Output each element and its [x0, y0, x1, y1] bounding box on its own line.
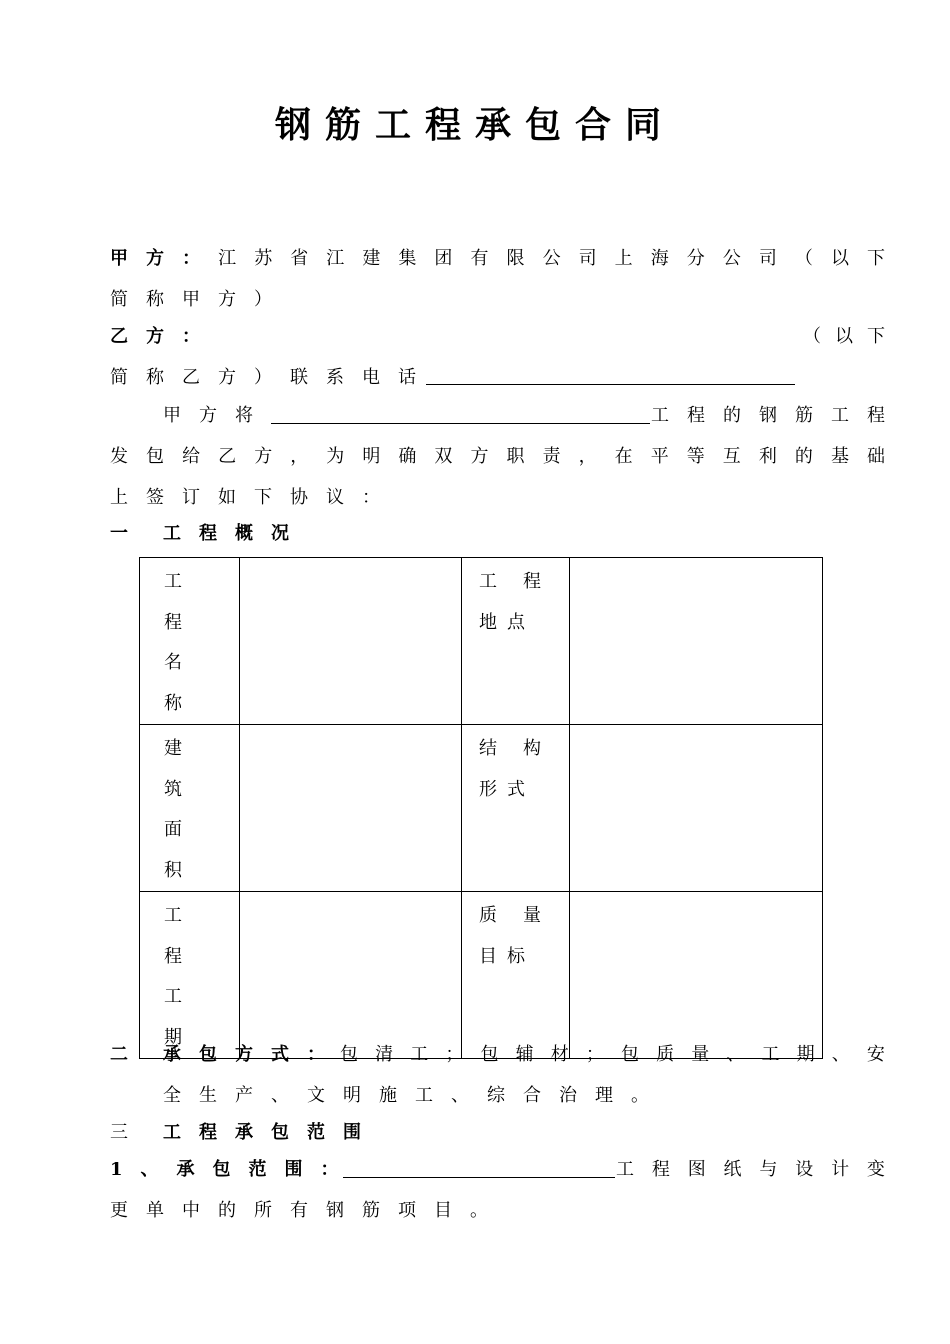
phone-blank-line	[426, 384, 795, 385]
overview-row	[140, 558, 823, 725]
overview-left-label-char: 工	[164, 986, 182, 1007]
party-a-line2: 简称甲方）	[110, 289, 290, 310]
intro-line2: 发 包 给 乙 方 ， 为 明 确 双 方 职 责 ， 在 平 等 互 利 的 基 础	[110, 446, 885, 467]
overview-right-label-line: 地点	[479, 611, 535, 633]
section1-title: 工程概况	[163, 523, 307, 544]
party-a-line1: 甲 方 ： 江 苏 省 江 建 集 团 有 限 公 司 上 海 分 公 司 （ 以 下	[110, 248, 885, 269]
party-b-line2: 简称乙方）联系电话	[110, 367, 434, 388]
overview-right-label-line: 目标	[479, 945, 535, 967]
overview-right-label-line: 工程	[479, 571, 567, 592]
overview-right-label-cell	[462, 892, 570, 1059]
section1-number: 一	[110, 523, 128, 544]
overview-left-label-char: 称	[164, 692, 182, 714]
project-name-blank-line	[271, 423, 650, 424]
overview-left-label-char: 积	[164, 859, 182, 881]
section3-title: 工程承包范围	[163, 1122, 379, 1143]
overview-right-label-line: 形式	[479, 778, 535, 800]
party-b-label: 乙方：	[110, 326, 218, 347]
overview-left-label-char: 面	[164, 819, 182, 840]
section2-title: 承包方式：	[163, 1044, 343, 1065]
overview-left-label-char: 工	[164, 571, 182, 592]
scope-line1-end: 工 程 图 纸 与 设 计 变	[616, 1159, 885, 1180]
section2-line1-text: 包 清 工 ； 包 辅 材 ； 包 质 量 、 工 期 、 安	[340, 1044, 885, 1065]
overview-left-label-char: 期	[164, 1026, 182, 1048]
overview-right-value-cell[interactable]	[570, 892, 823, 1059]
overview-right-value-cell[interactable]	[570, 558, 823, 725]
overview-row	[140, 725, 823, 892]
overview-left-label-cell	[140, 892, 240, 1059]
section2-line2: 全生产、文明施工、综合治理。	[163, 1085, 667, 1106]
overview-left-label-cell	[140, 725, 240, 892]
intro-line1-end: 工 程 的 钢 筋 工 程	[651, 405, 885, 426]
scope-blank-line	[343, 1177, 615, 1178]
overview-table	[139, 557, 823, 1059]
overview-right-label-cell	[462, 725, 570, 892]
overview-left-label-char: 名	[164, 652, 182, 673]
section2-number: 二	[110, 1044, 128, 1065]
section3-number: 三	[110, 1122, 128, 1143]
intro-line3: 上签订如下协议：	[110, 487, 398, 508]
overview-right-label-cell	[462, 558, 570, 725]
overview-left-label-char: 筑	[164, 778, 182, 800]
overview-left-label-char: 工	[164, 905, 182, 926]
overview-left-label-char: 程	[164, 611, 182, 633]
overview-left-value-cell[interactable]	[240, 558, 462, 725]
scope-line2: 更单中的所有钢筋项目。	[110, 1200, 506, 1221]
overview-left-label-char: 程	[164, 945, 182, 967]
overview-right-value-cell[interactable]	[570, 725, 823, 892]
overview-left-value-cell[interactable]	[240, 892, 462, 1059]
document-title: 钢筋工程承包合同	[274, 105, 675, 146]
overview-left-label-cell	[140, 558, 240, 725]
overview-right-label-line: 质量	[479, 905, 567, 926]
scope-label: 1、承包范围：	[110, 1159, 357, 1180]
overview-left-label-char: 建	[164, 738, 182, 759]
overview-right-label-line: 结构	[479, 738, 567, 759]
overview-row	[140, 892, 823, 1059]
party-b-line1-end: （ 以 下	[803, 326, 885, 347]
intro-line1-start: 甲方将	[163, 405, 271, 426]
overview-left-value-cell[interactable]	[240, 725, 462, 892]
